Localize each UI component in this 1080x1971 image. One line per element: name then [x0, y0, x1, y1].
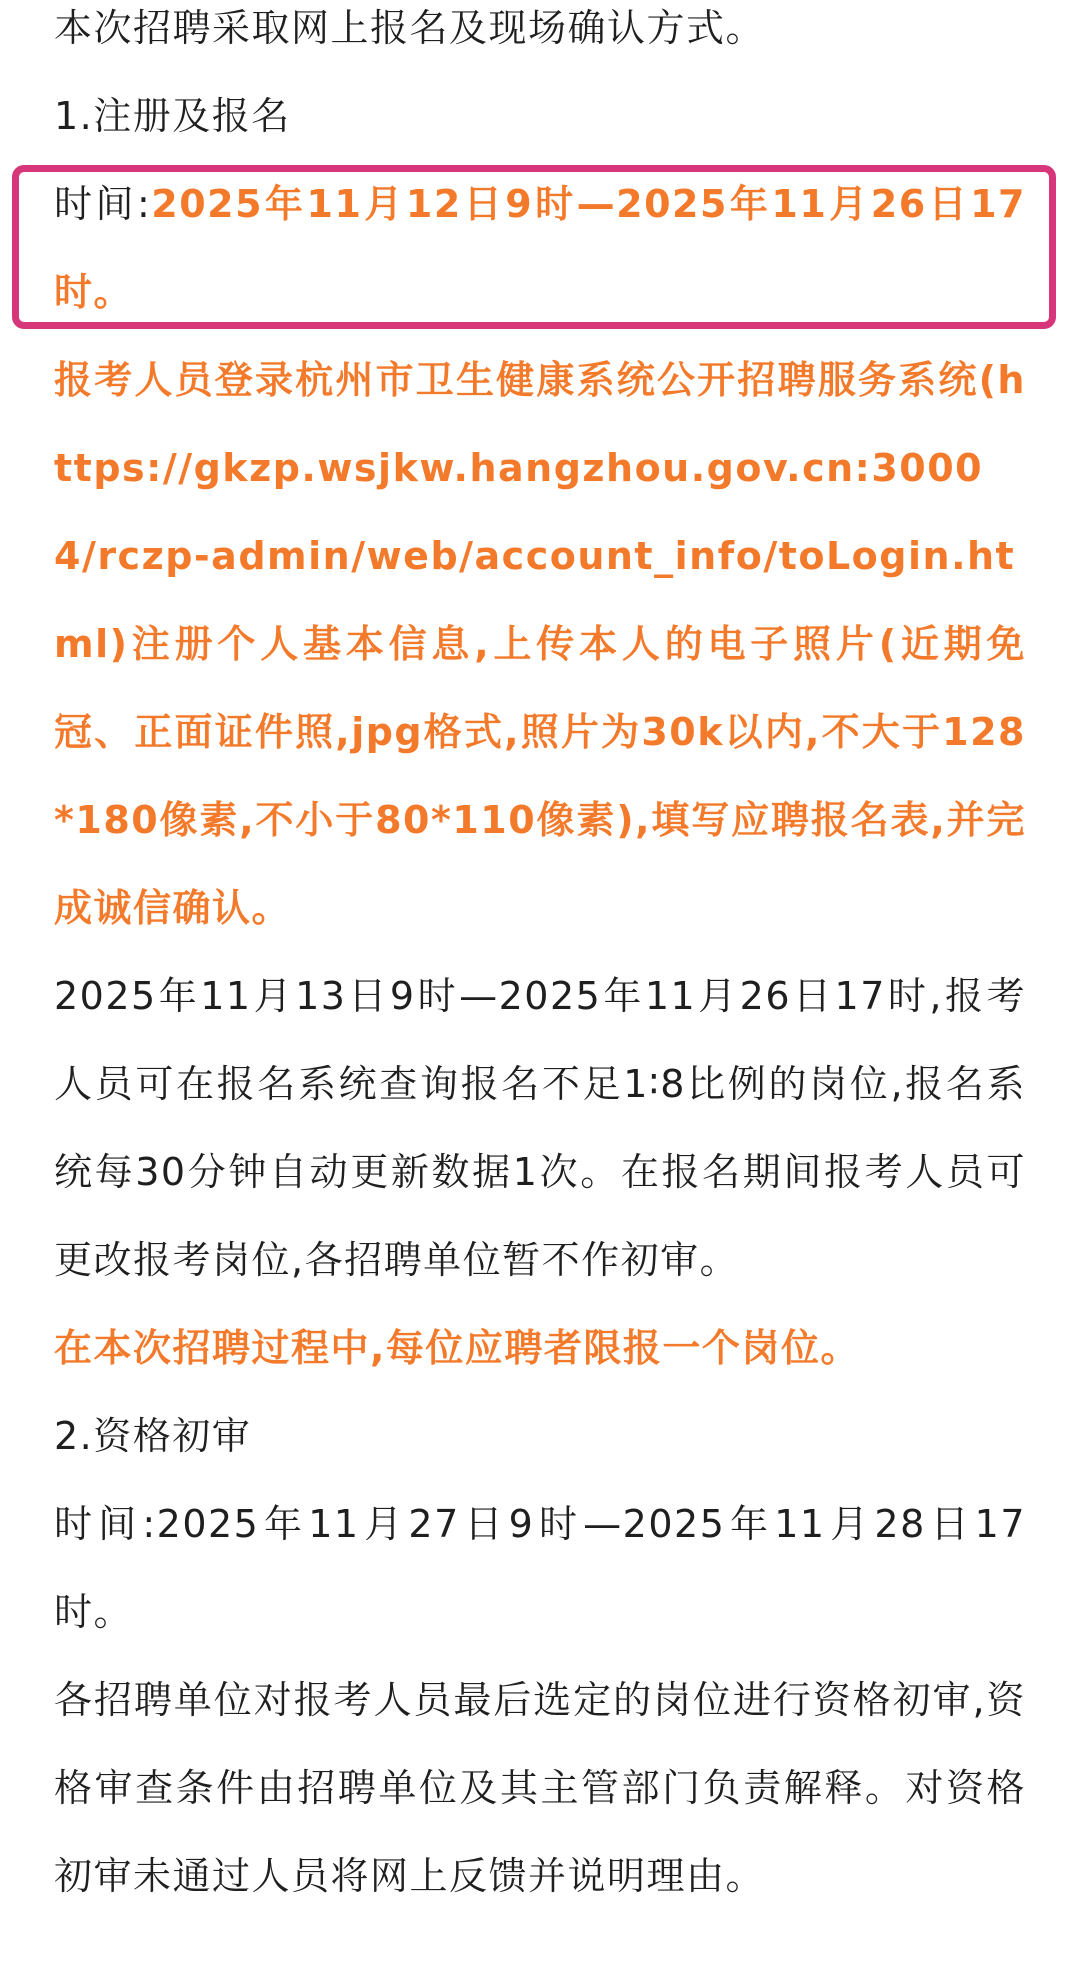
registration-instructions: 报考人员登录杭州市卫生健康系统公开招聘服务系统(https://gkzp.wsjkw.hangzhou.gov.cn:30004/rczp-admin/web/account_info/toLogin.html)注册个人基本信息,上传本人的电子照片(近期免冠、正面证件照,jpg格式,照片为30k以内,不大于128*180像素,不小于80*110像素),填写应聘报名表,并完成诚信确认。 — [54, 358, 1026, 930]
section1-title: 1.注册及报名 — [54, 94, 291, 138]
one-position-limit-note: 在本次招聘过程中,每位应聘者限报一个岗位。 — [54, 1326, 860, 1370]
time-label: 时间: — [54, 182, 152, 226]
intro-paragraph: 本次招聘采取网上报名及现场确认方式。 — [54, 6, 766, 50]
query-note-paragraph: 2025年11月13日9时—2025年11月26日17时,报考人员可在报名系统查询报名不足1∶8比例的岗位,报名系统每30分钟自动更新数据1次。在报名期间报考人员可更改报考岗位,各招聘单位暂不作初审。 — [54, 974, 1026, 1282]
section2-description: 各招聘单位对报考人员最后选定的岗位进行资格初审,资格审查条件由招聘单位及其主管部门负责解释。对资格初审未通过人员将网上反馈并说明理由。 — [54, 1678, 1026, 1898]
section2-time-paragraph: 时间:2025年11月27日9时—2025年11月28日17时。 — [54, 1502, 1026, 1634]
registration-time-value: 2025年11月12日9时—2025年11月26日17时。 — [54, 182, 1026, 314]
section2-title: 2.资格初审 — [54, 1414, 252, 1458]
highlight-box — [12, 165, 1056, 329]
